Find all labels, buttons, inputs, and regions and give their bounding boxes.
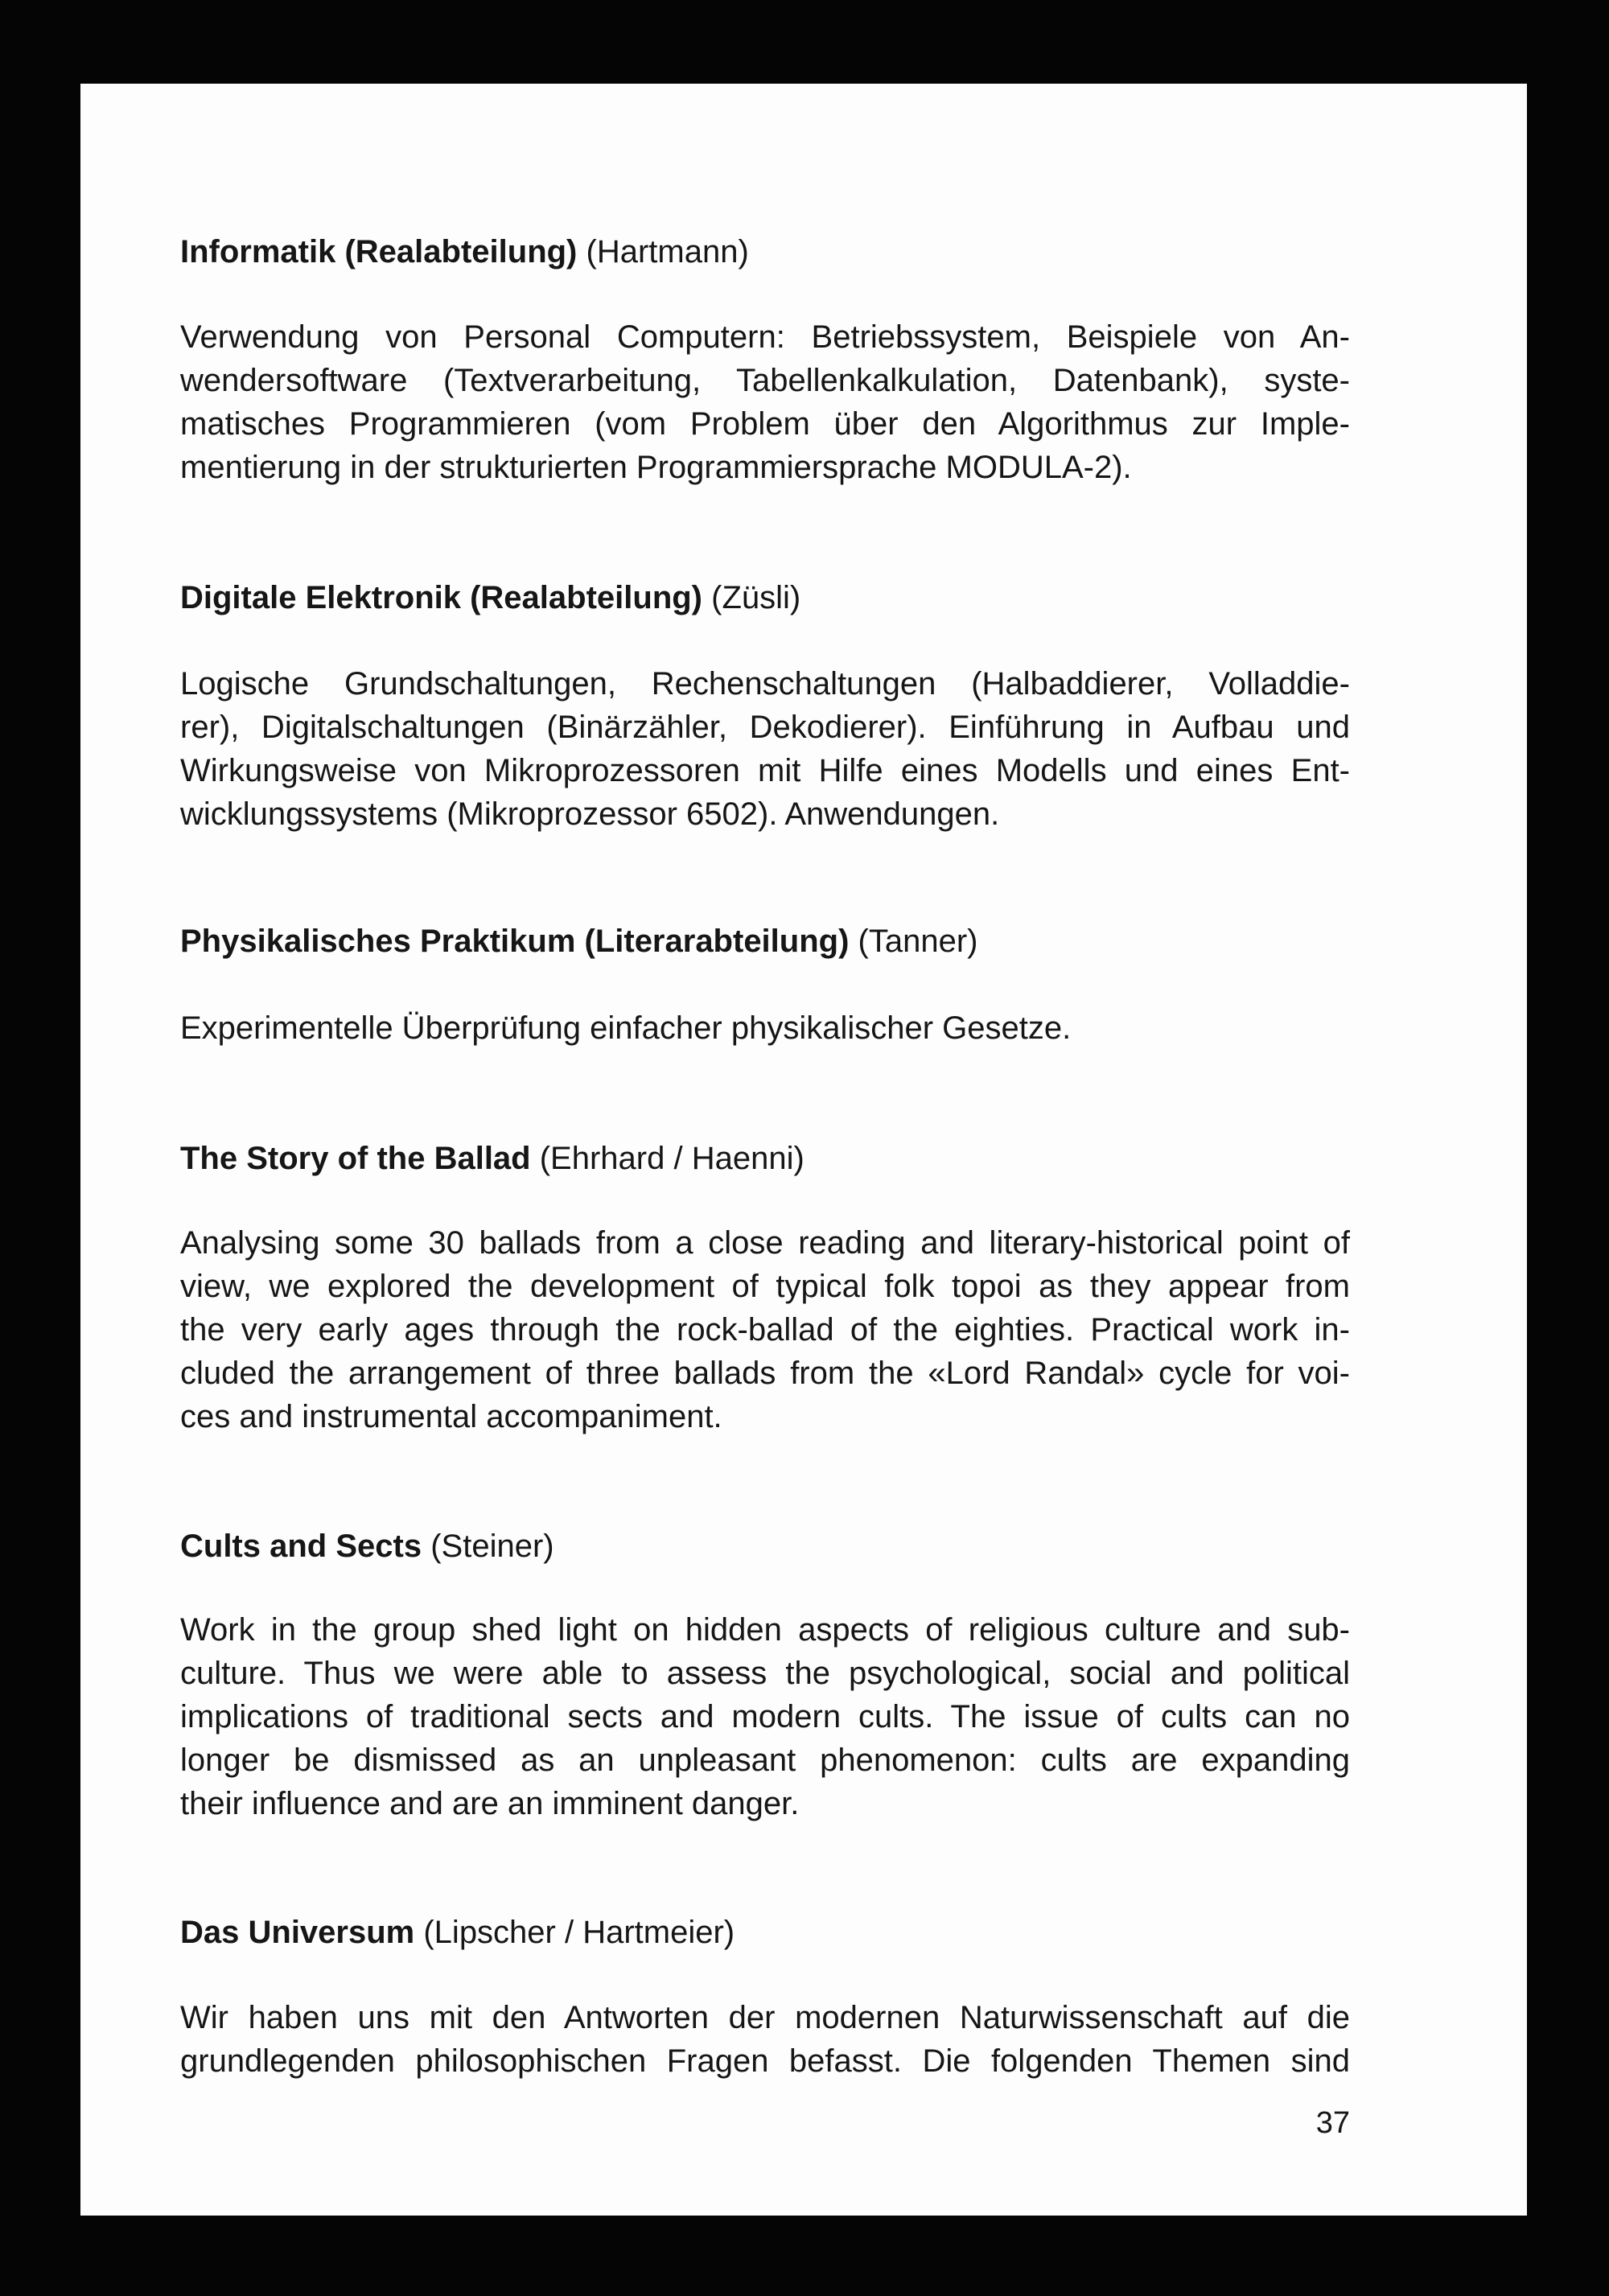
section-heading bbox=[180, 576, 1350, 619]
paragraph-line: matisches Programmieren (vom Problem über den Algorithmus zur Imple- bbox=[180, 406, 1350, 442]
section-heading bbox=[180, 1524, 1350, 1568]
paragraph-line: Wirkungsweise von Mikroprozessoren mit Hilfe eines Modells und eines Ent- bbox=[180, 753, 1350, 788]
section-paragraph bbox=[180, 662, 1350, 836]
section-heading bbox=[180, 230, 1350, 274]
section-title: Das Universum bbox=[180, 1915, 415, 1950]
section-title: Cults and Sects bbox=[180, 1529, 422, 1564]
section-author: (Tanner) bbox=[858, 924, 978, 959]
section-paragraph bbox=[180, 315, 1350, 489]
paragraph-line: implications of traditional sects and modern cults. The issue of cults can no bbox=[180, 1699, 1350, 1734]
section-heading bbox=[180, 920, 1350, 963]
paragraph-line: view, we explored the development of typical folk topoi as they appear from bbox=[180, 1269, 1350, 1304]
section-heading bbox=[180, 1137, 1350, 1180]
paragraph-line: the very early ages through the rock-ballad of the eighties. Practical work in- bbox=[180, 1312, 1350, 1348]
paragraph-line: Analysing some 30 ballads from a close reading and literary-historical point of bbox=[180, 1225, 1350, 1261]
section-title: The Story of the Ballad bbox=[180, 1141, 531, 1176]
paragraph-line: Logische Grundschaltungen, Rechenschaltungen (Halbaddierer, Volladdie- bbox=[180, 666, 1350, 702]
paragraph-line: mentierung in der strukturierten Programmiersprache MODULA-2). bbox=[180, 450, 1132, 485]
paragraph-line: Work in the group shed light on hidden aspects of religious culture and sub- bbox=[180, 1612, 1350, 1648]
paragraph-line: grundlegenden philosophischen Fragen befasst. Die folgenden Themen sind bbox=[180, 2043, 1350, 2079]
section-paragraph bbox=[180, 1608, 1350, 1825]
section-author: (Steiner) bbox=[430, 1529, 554, 1564]
section-author: (Züsli) bbox=[711, 580, 801, 615]
section-author: (Hartmann) bbox=[586, 234, 749, 270]
paragraph-line: their influence and are an imminent danger. bbox=[180, 1786, 800, 1821]
section-title: Informatik (Realabteilung) bbox=[180, 234, 578, 270]
page-number: 37 bbox=[1315, 2106, 1350, 2140]
paragraph-line: longer be dismissed as an unpleasant phenomenon: cults are expanding bbox=[180, 1743, 1350, 1778]
paragraph-line: culture. Thus we were able to assess the psychological, social and political bbox=[180, 1656, 1350, 1691]
section-title: Physikalisches Praktikum (Literarabteilung) bbox=[180, 924, 850, 959]
section-paragraph bbox=[180, 1221, 1350, 1438]
paragraph-line: Wir haben uns mit den Antworten der modernen Naturwissenschaft auf die bbox=[180, 2000, 1350, 2035]
paragraph-line: Experimentelle Überprüfung einfacher physikalischer Gesetze. bbox=[180, 1010, 1072, 1046]
paragraph-line: cluded the arrangement of three ballads from the «Lord Randal» cycle for voi- bbox=[180, 1356, 1350, 1391]
section-author: (Ehrhard / Haenni) bbox=[539, 1141, 804, 1176]
section-author: (Lipscher / Hartmeier) bbox=[423, 1915, 735, 1950]
paragraph-line: ces and instrumental accompaniment. bbox=[180, 1399, 722, 1434]
section-title: Digitale Elektronik (Realabteilung) bbox=[180, 580, 703, 615]
section-heading bbox=[180, 1911, 1350, 1954]
paragraph-line: wicklungssystems (Mikroprozessor 6502). Anwendungen. bbox=[180, 796, 1000, 832]
paragraph-line: Verwendung von Personal Computern: Betriebssystem, Beispiele von An- bbox=[180, 319, 1350, 355]
section-paragraph bbox=[180, 1996, 1350, 2083]
section-paragraph bbox=[180, 1006, 1350, 1050]
paragraph-line: rer), Digitalschaltungen (Binärzähler, Dekodierer). Einführung in Aufbau und bbox=[180, 710, 1350, 745]
paragraph-line: wendersoftware (Textverarbeitung, Tabellenkalkulation, Datenbank), syste- bbox=[180, 363, 1350, 398]
